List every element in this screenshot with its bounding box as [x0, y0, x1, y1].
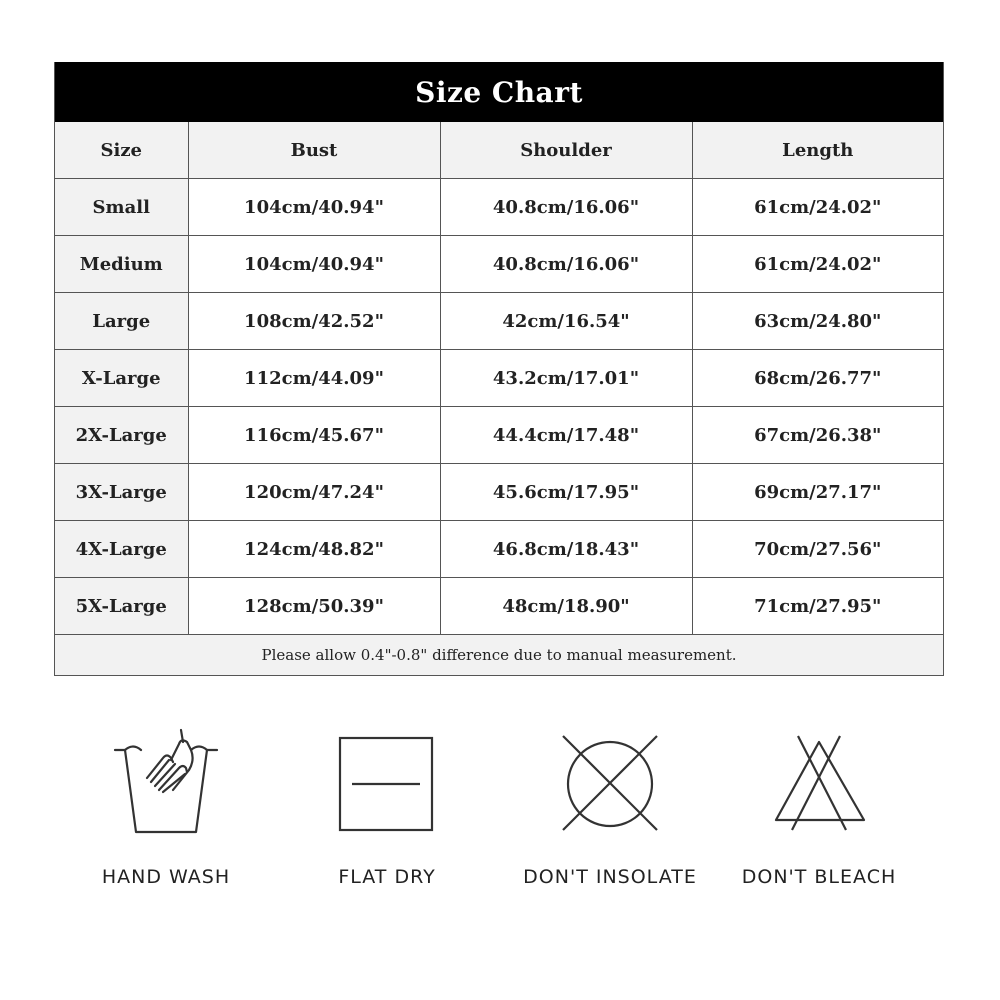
shoulder-cell: 40.8cm/16.06"	[440, 236, 692, 293]
size-cell: Large	[55, 293, 188, 350]
table-row	[55, 578, 943, 635]
table-row	[55, 350, 943, 407]
care-label-dont-insolate: DON'T INSOLATE	[523, 866, 697, 888]
measurement-note: Please allow 0.4"-0.8" difference due to manual measurement.	[55, 635, 943, 676]
size-cell: Small	[55, 179, 188, 236]
table-header-row	[55, 122, 943, 179]
size-cell: 3X-Large	[55, 464, 188, 521]
care-label-flat-dry: FLAT DRY	[338, 866, 436, 888]
chart-title: Size Chart	[55, 62, 943, 122]
care-item-hand-wash	[66, 720, 266, 888]
bust-cell: 128cm/50.39"	[188, 578, 440, 635]
shoulder-cell: 48cm/18.90"	[440, 578, 692, 635]
bust-cell: 104cm/40.94"	[188, 179, 440, 236]
length-cell: 67cm/26.38"	[692, 407, 943, 464]
bust-cell: 112cm/44.09"	[188, 350, 440, 407]
note-row	[55, 635, 943, 676]
shoulder-cell: 43.2cm/17.01"	[440, 350, 692, 407]
dont-insolate-icon	[545, 720, 675, 840]
care-item-flat-dry	[287, 720, 487, 888]
flat-dry-icon	[322, 720, 452, 840]
length-cell: 70cm/27.56"	[692, 521, 943, 578]
bust-cell: 124cm/48.82"	[188, 521, 440, 578]
column-header-shoulder: Shoulder	[440, 122, 692, 179]
table-row	[55, 236, 943, 293]
bust-cell: 120cm/47.24"	[188, 464, 440, 521]
table-row	[55, 293, 943, 350]
table-row	[55, 179, 943, 236]
column-header-size: Size	[55, 122, 188, 179]
size-cell: 2X-Large	[55, 407, 188, 464]
bust-cell: 116cm/45.67"	[188, 407, 440, 464]
shoulder-cell: 42cm/16.54"	[440, 293, 692, 350]
care-label-hand-wash: HAND WASH	[101, 866, 231, 888]
dont-bleach-icon	[754, 720, 884, 840]
care-label-dont-bleach: DON'T BLEACH	[741, 866, 897, 888]
length-cell: 68cm/26.77"	[692, 350, 943, 407]
length-cell: 61cm/24.02"	[692, 236, 943, 293]
hand-wash-icon	[101, 720, 231, 840]
size-cell: Medium	[55, 236, 188, 293]
care-item-dont-insolate	[510, 720, 710, 888]
size-cell: 4X-Large	[55, 521, 188, 578]
shoulder-cell: 46.8cm/18.43"	[440, 521, 692, 578]
size-chart	[54, 62, 944, 676]
length-cell: 63cm/24.80"	[692, 293, 943, 350]
care-item-dont-bleach	[719, 720, 919, 888]
size-cell: 5X-Large	[55, 578, 188, 635]
size-table	[55, 122, 943, 675]
table-row	[55, 521, 943, 578]
table-row	[55, 464, 943, 521]
shoulder-cell: 44.4cm/17.48"	[440, 407, 692, 464]
shoulder-cell: 40.8cm/16.06"	[440, 179, 692, 236]
length-cell: 71cm/27.95"	[692, 578, 943, 635]
bust-cell: 104cm/40.94"	[188, 236, 440, 293]
length-cell: 69cm/27.17"	[692, 464, 943, 521]
size-cell: X-Large	[55, 350, 188, 407]
column-header-bust: Bust	[188, 122, 440, 179]
care-instructions	[0, 720, 1000, 920]
shoulder-cell: 45.6cm/17.95"	[440, 464, 692, 521]
column-header-length: Length	[692, 122, 943, 179]
length-cell: 61cm/24.02"	[692, 179, 943, 236]
table-row	[55, 407, 943, 464]
bust-cell: 108cm/42.52"	[188, 293, 440, 350]
